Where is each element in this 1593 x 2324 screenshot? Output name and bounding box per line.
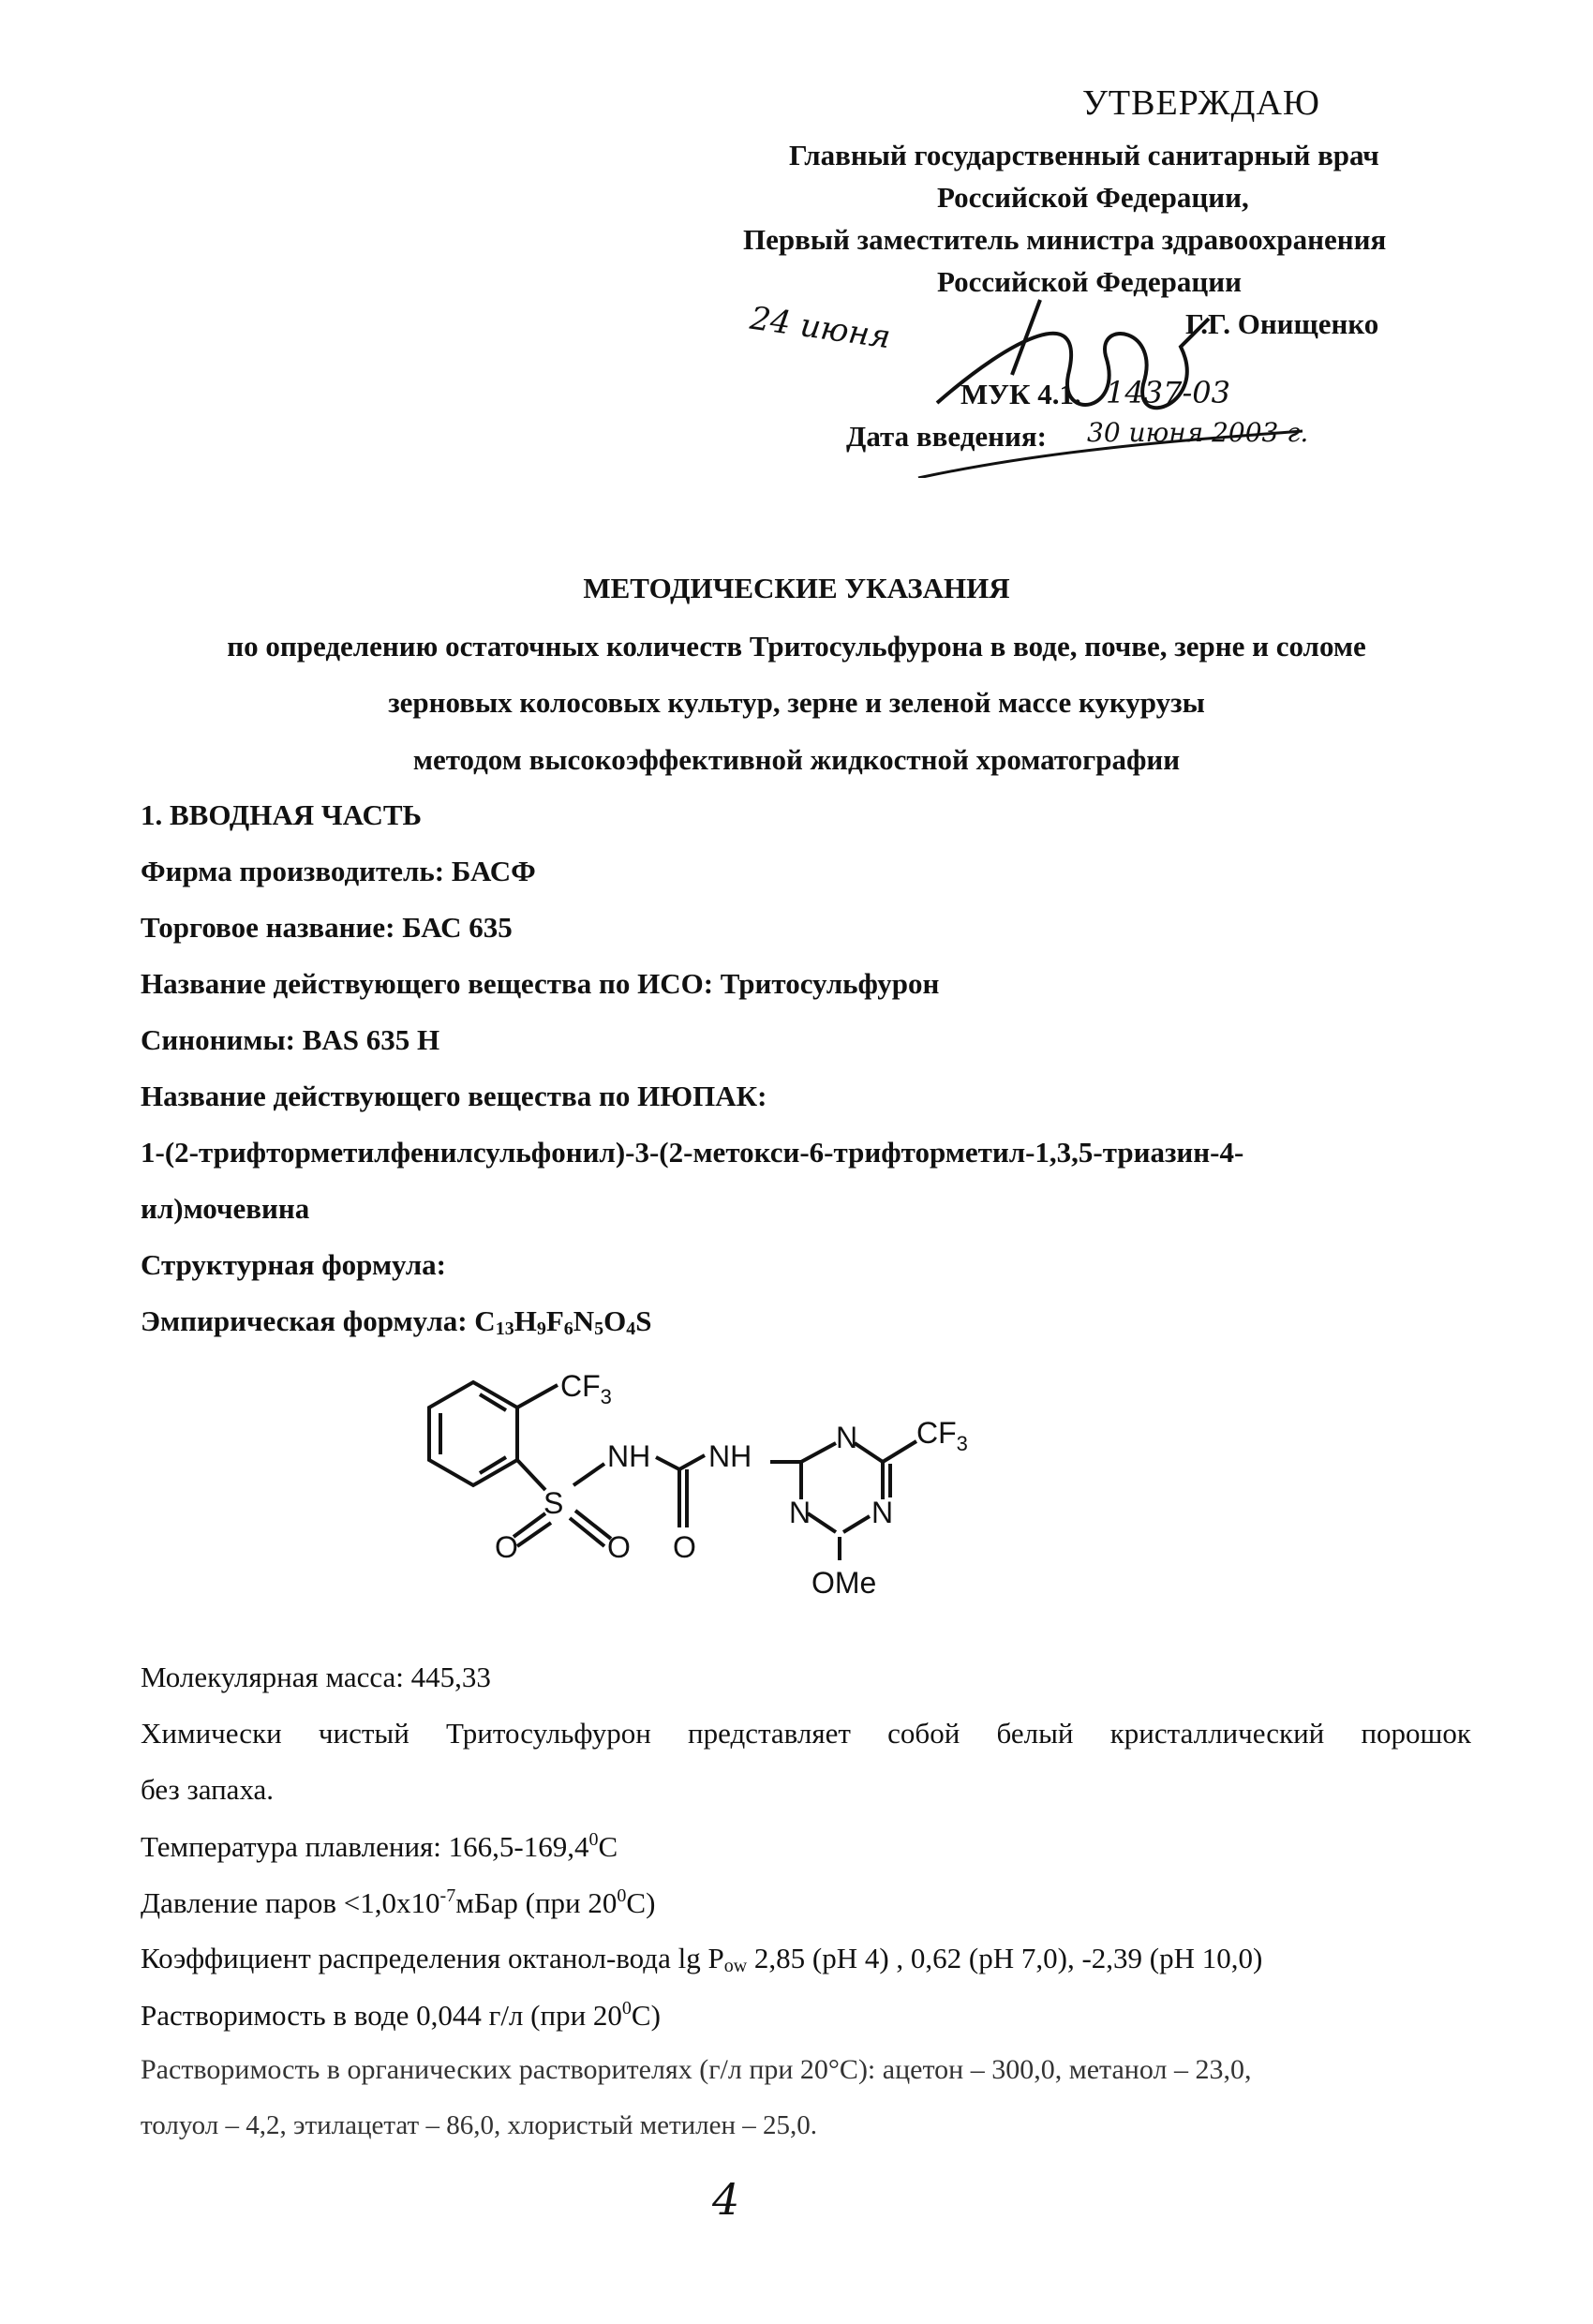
title-line-3: методом высокоэффективной жидкостной хроматографии: [412, 743, 1181, 776]
urea-oxygen: O: [673, 1530, 696, 1564]
description-line-1: Химически чистый Тритосульфурон представляет собой белый кристаллический порошок: [141, 1717, 1471, 1750]
structural-formula: [403, 1359, 1078, 1612]
water-solubility: Растворимость в воде 0,044 г/л (при $20^0C$): [141, 1998, 661, 2032]
triazine-n-left: N: [789, 1496, 811, 1529]
nh-label-1: NH: [607, 1439, 651, 1473]
nh-label-2: NH: [708, 1439, 752, 1473]
synonyms: Синонимы: BAS 635 H: [141, 1023, 440, 1056]
title-line-1: по определению остаточных количеств Тритосульфурона в воде, почве, зерне и соломе: [227, 630, 1366, 663]
approval-heading: УТВЕРЖДАЮ: [1082, 83, 1320, 123]
approval-line-4: Российской Федерации: [937, 265, 1242, 298]
iupac-label: Название действующего вещества по ИЮПАК:: [141, 1080, 767, 1112]
triazine-n-right: N: [871, 1496, 894, 1529]
methoxy-label: OMe: [811, 1566, 877, 1600]
approval-line-1: Главный государственный санитарный врач: [789, 139, 1379, 171]
intro-date-value: 30 июня 2003 г.: [1087, 417, 1309, 448]
iupac-line-1: 1-(2-трифторметилфенилсульфонил)-3-(2-метокси-6-трифторметил-1,3,5-триазин-4-: [141, 1136, 1244, 1169]
section-heading: 1. ВВОДНАЯ ЧАСТЬ: [141, 798, 423, 831]
signer-name: Г.Г. Онищенко: [1185, 307, 1379, 340]
muk-number: 1437-03: [1106, 375, 1230, 410]
empirical-formula-row: [141, 1304, 652, 1340]
approval-line-2: Российской Федерации,: [937, 181, 1249, 214]
sulfonyl-oxygen-right: O: [607, 1530, 631, 1564]
trade-name: Торговое название: БАС 635: [141, 911, 513, 944]
sulfonyl-oxygen-left: O: [495, 1530, 518, 1564]
page-number: 4: [712, 2174, 740, 2225]
empirical-label: Эмпирическая формула:: [141, 1304, 468, 1337]
iupac-line-2: ил)мочевина: [141, 1192, 310, 1225]
organic-solubility-line-2: толуол – 4,2, этилацетат – 86,0, хлористый метилен – 25,0.: [141, 2110, 818, 2140]
description-line-2: без запаха.: [141, 1773, 275, 1806]
muk-label: МУК 4.1.: [960, 378, 1081, 410]
intro-date-label: Дата введения:: [846, 420, 1047, 453]
organic-solubility-line-1: Растворимость в органических растворителях (г/л при 20°С): ацетон – 300,0, метанол – 23,0,: [141, 2054, 1252, 2085]
cf3-top-label: $CF_3$: [560, 1369, 612, 1408]
handwritten-date: 24 июня: [747, 299, 893, 357]
empirical-formula: $C_{13}H_9F_6N_5O_4S$: [474, 1304, 652, 1339]
triazine-n-top: N: [836, 1421, 858, 1454]
document-title: МЕТОДИЧЕСКИЕ УКАЗАНИЯ: [583, 572, 1010, 604]
title-line-2: зерновых колосовых культур, зерне и зеленой массе кукурузы: [388, 686, 1205, 719]
melting-point: Температура плавления: 166,5-169,4$^0$C: [141, 1829, 618, 1863]
approval-line-3: Первый заместитель министра здравоохранения: [743, 223, 1387, 256]
molar-mass: Молекулярная масса: 445,33: [141, 1661, 491, 1693]
vapor-pressure: Давление паров $<1,0x10^{-7}мБар$ (при $20^0C$): [141, 1885, 656, 1919]
structural-label: Структурная формула:: [141, 1248, 446, 1281]
sulfur-label: S: [543, 1486, 564, 1520]
iso-name: Название действующего вещества по ИСО: Тритосульфурон: [141, 967, 940, 1000]
partition-coefficient: Коэффициент распределения октанол-вода $\lg P_{ow}$ 2,85 (pH 4) , 0,62 (pH 7,0), -2,39 (pH 10,0): [141, 1942, 1263, 1976]
cf3-right-label: $CF_3$: [916, 1416, 968, 1455]
manufacturer: Фирма производитель: БАСФ: [141, 855, 536, 887]
